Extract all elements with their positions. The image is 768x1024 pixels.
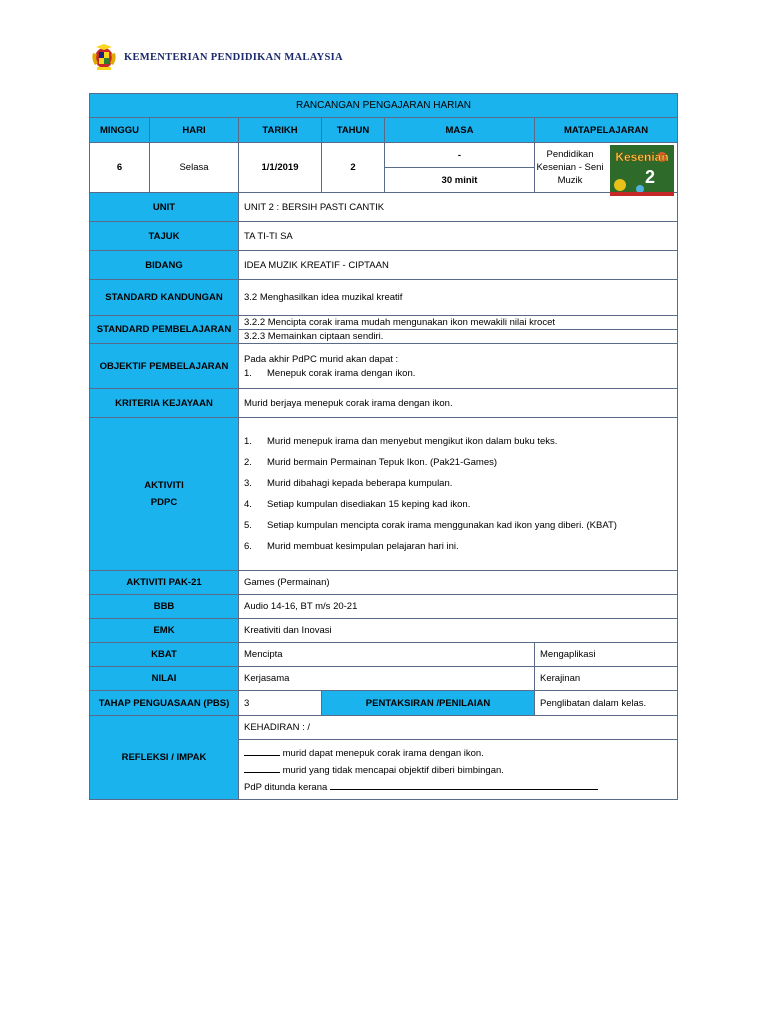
- list-item: [244, 457, 672, 468]
- blank-line: [330, 780, 598, 790]
- title-row: [90, 94, 678, 118]
- objektif-cell: [239, 344, 678, 389]
- aktiviti-label-line-1: AKTIVITI: [144, 480, 184, 491]
- tahap-value: 3: [239, 691, 322, 716]
- objektif-item-text: Menepuk corak irama dengan ikon.: [267, 367, 416, 379]
- nilai-value-2: Kerajinan: [535, 667, 678, 691]
- list-item-text: Setiap kumpulan mencipta corak irama menggunakan kad ikon yang diberi. (KBAT): [267, 520, 617, 531]
- unit-row: [90, 193, 678, 222]
- list-item-number: 4.: [244, 499, 252, 510]
- unit-label: UNIT: [90, 193, 239, 222]
- book-number: 2: [645, 167, 656, 187]
- list-item-text: Setiap kumpulan disediakan 15 keping kad ikon.: [267, 499, 471, 510]
- hari-value: Selasa: [150, 143, 239, 193]
- tarikh-value: 1/1/2019: [239, 143, 322, 193]
- objektif-item-number: 1.: [244, 367, 252, 379]
- tahap-row: [90, 691, 678, 716]
- tajuk-value: TA TI-TI SA: [239, 222, 678, 251]
- values-row: [90, 143, 678, 168]
- kbat-label: KBAT: [90, 643, 239, 667]
- list-item-number: 5.: [244, 520, 252, 531]
- pak21-label: AKTIVITI PAK-21: [90, 571, 239, 595]
- refleksi-line-3-text: PdP ditunda kerana: [244, 782, 330, 793]
- list-item: [244, 478, 672, 489]
- list-item: [244, 541, 672, 552]
- lesson-plan-table: [89, 93, 678, 800]
- kehadiran-value: KEHADIRAN : /: [239, 716, 678, 740]
- blank-line: [244, 746, 280, 756]
- book-title: Kesenian: [615, 150, 669, 164]
- list-item-text: Murid menepuk irama dan menyebut mengikut ikon dalam buku teks.: [267, 436, 558, 447]
- aktiviti-cell: [239, 418, 678, 571]
- refleksi-line-1: [244, 746, 672, 759]
- header-tarikh: TARIKH: [239, 118, 322, 143]
- header-tahun: TAHUN: [322, 118, 385, 143]
- kriteria-label: KRITERIA KEJAYAAN: [90, 389, 239, 418]
- list-item-text: Murid membuat kesimpulan pelajaran hari ini.: [267, 541, 459, 552]
- subject-name: Pendidikan Kesenian - Seni Muzik: [536, 149, 604, 186]
- kbat-value-2: Mengaplikasi: [535, 643, 678, 667]
- pak21-row: [90, 571, 678, 595]
- kriteria-row: [90, 389, 678, 418]
- list-item: [244, 520, 672, 531]
- standard-pembelajaran-row-1: [90, 316, 678, 330]
- textbook-cover-image: [610, 145, 674, 196]
- tahun-value: 2: [322, 143, 385, 193]
- kbat-value-1: Mencipta: [239, 643, 535, 667]
- unit-value: UNIT 2 : BERSIH PASTI CANTIK: [239, 193, 678, 222]
- objektif-item: [244, 368, 672, 379]
- aktiviti-list: [244, 436, 672, 552]
- pentaksiran-label: PENTAKSIRAN /PENILAIAN: [322, 691, 535, 716]
- header-matapelajaran: MATAPELAJARAN: [535, 118, 678, 143]
- standard-kandungan-value: 3.2 Menghasilkan idea muzikal kreatif: [239, 280, 678, 316]
- pentaksiran-value: Penglibatan dalam kelas.: [535, 691, 678, 716]
- bidang-value: IDEA MUZIK KREATIF - CIPTAAN: [239, 251, 678, 280]
- emk-value: Kreativiti dan Inovasi: [239, 619, 678, 643]
- nilai-label: NILAI: [90, 667, 239, 691]
- tajuk-row: [90, 222, 678, 251]
- table-title: RANCANGAN PENGAJARAN HARIAN: [90, 94, 678, 118]
- standard-kandungan-row: [90, 280, 678, 316]
- header-hari: HARI: [150, 118, 239, 143]
- refleksi-line-2-text: murid yang tidak mencapai objektif diberi bimbingan.: [280, 765, 504, 776]
- emk-row: [90, 619, 678, 643]
- nilai-value-1: Kerjasama: [239, 667, 535, 691]
- refleksi-cell: [239, 740, 678, 800]
- bidang-row: [90, 251, 678, 280]
- refleksi-line-1-text: murid dapat menepuk corak irama dengan ikon.: [280, 748, 484, 759]
- aktiviti-label-line-2: PDPC: [150, 497, 178, 508]
- minggu-value: 6: [90, 143, 150, 193]
- refleksi-row-1: [90, 716, 678, 740]
- pak21-value: Games (Permainan): [239, 571, 678, 595]
- refleksi-label: REFLEKSI / IMPAK: [90, 716, 239, 800]
- bidang-label: BIDANG: [90, 251, 239, 280]
- list-item-number: 3.: [244, 478, 252, 489]
- emk-label: EMK: [90, 619, 239, 643]
- aktiviti-row: [90, 418, 678, 571]
- refleksi-line-2: [244, 763, 672, 776]
- ministry-name: KEMENTERIAN PENDIDIKAN MALAYSIA: [124, 51, 343, 63]
- masa-bottom-value: 30 minit: [385, 168, 535, 193]
- list-item-number: 2.: [244, 457, 252, 468]
- refleksi-line-3: [244, 780, 672, 793]
- tajuk-label: TAJUK: [90, 222, 239, 251]
- standard-kandungan-label: STANDARD KANDUNGAN: [90, 280, 239, 316]
- tahap-label: TAHAP PENGUASAAN (PBS): [90, 691, 239, 716]
- list-item-number: 1.: [244, 436, 252, 447]
- malaysia-crest-icon: [90, 43, 118, 71]
- bbb-label: BBB: [90, 595, 239, 619]
- column-header-row: [90, 118, 678, 143]
- bbb-row: [90, 595, 678, 619]
- aktiviti-label: [90, 418, 239, 571]
- objektif-label: OBJEKTIF PEMBELAJARAN: [90, 344, 239, 389]
- kbat-row: [90, 643, 678, 667]
- standard-pembelajaran-line-2: 3.2.3 Memainkan ciptaan sendiri.: [239, 330, 678, 344]
- subject-cell: [535, 143, 678, 193]
- list-item: [244, 499, 672, 510]
- list-item-text: Murid bermain Permainan Tepuk Ikon. (Pak21-Games): [267, 457, 498, 468]
- page-header: [90, 42, 343, 72]
- standard-pembelajaran-line-1: 3.2.2 Mencipta corak irama mudah mengunakan ikon mewakili nilai krocet: [239, 316, 678, 330]
- list-item: [244, 436, 672, 447]
- standard-pembelajaran-label: STANDARD PEMBELAJARAN: [90, 316, 239, 344]
- header-masa: MASA: [385, 118, 535, 143]
- nilai-row: [90, 667, 678, 691]
- blank-line: [244, 763, 280, 773]
- bbb-value: Audio 14-16, BT m/s 20-21: [239, 595, 678, 619]
- list-item-text: Murid dibahagi kepada beberapa kumpulan.: [267, 478, 453, 489]
- objektif-intro: Pada akhir PdPC murid akan dapat :: [244, 353, 399, 365]
- masa-top-value: -: [385, 143, 535, 168]
- list-item-number: 6.: [244, 541, 252, 552]
- header-minggu: MINGGU: [90, 118, 150, 143]
- objektif-row: [90, 344, 678, 389]
- kriteria-value: Murid berjaya menepuk corak irama dengan ikon.: [239, 389, 678, 418]
